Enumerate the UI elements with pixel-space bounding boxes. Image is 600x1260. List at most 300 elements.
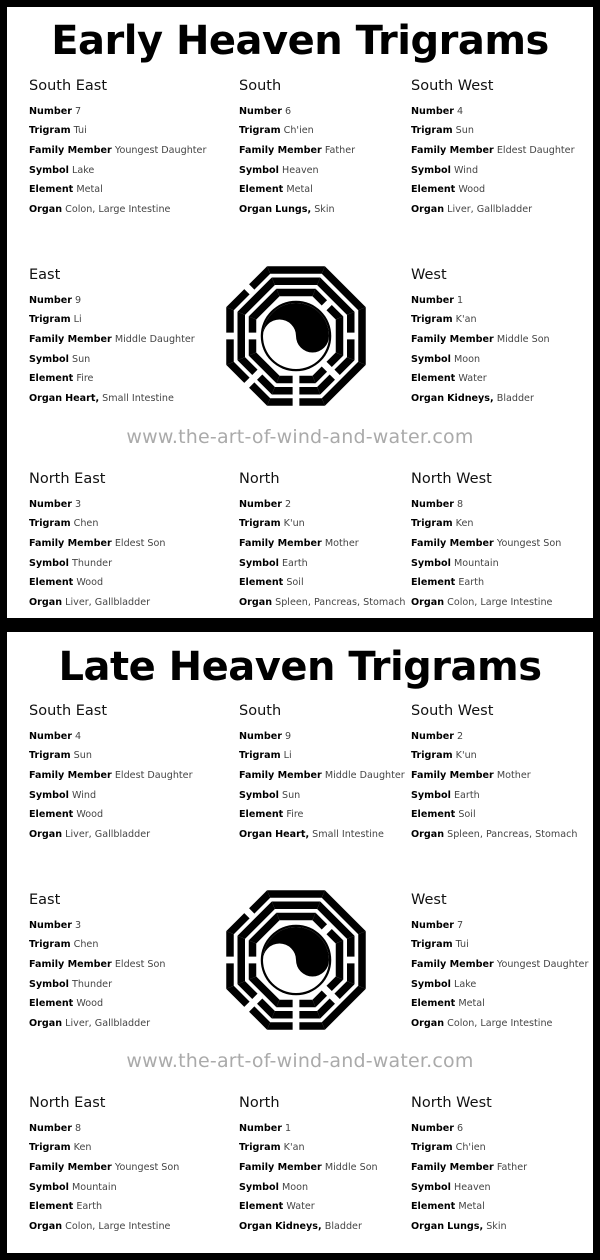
direction-heading: South West (411, 703, 494, 719)
field-value: Middle Daughter (114, 333, 195, 345)
field-label: Element (411, 577, 456, 589)
element-row (239, 1197, 439, 1217)
field-label: Trigram (411, 314, 453, 326)
family-member-row (29, 330, 229, 350)
field-label: Organ (239, 597, 273, 609)
family-member-row (411, 1158, 600, 1178)
trigram-row (29, 935, 229, 955)
field-value: Liver, Gallbladder (65, 1018, 151, 1030)
field-label: Number (239, 498, 282, 510)
field-value: Mother (496, 769, 531, 781)
number-row (411, 1119, 600, 1139)
direction-heading: North West (411, 1095, 492, 1111)
field-value: Middle Daughter (324, 769, 405, 781)
field-label: Number (29, 498, 72, 510)
organ-row (239, 1217, 439, 1237)
page-title: Early Heaven Trigrams (51, 18, 549, 64)
symbol-row (239, 1178, 439, 1198)
element-row (29, 573, 229, 593)
late-north-block (239, 1096, 439, 1237)
symbol-row (411, 554, 600, 574)
field-value: Small Intestine (312, 829, 384, 841)
symbol-row (411, 975, 600, 995)
organ-row (411, 593, 600, 613)
symbol-row (29, 786, 229, 806)
field-label: Element (29, 998, 74, 1010)
number-row (239, 495, 439, 515)
field-label: Number (411, 498, 454, 510)
field-label: Element (411, 373, 456, 385)
field-label: Symbol (29, 789, 69, 801)
field-label: Family Member (411, 144, 494, 156)
field-value: Father (496, 1161, 528, 1173)
number-row (29, 291, 229, 311)
field-label: Element (29, 1201, 74, 1213)
field-label: Family Member (411, 537, 494, 549)
symbol-row (29, 1178, 229, 1198)
family-member-row (411, 955, 600, 975)
field-value: Metal (458, 1201, 485, 1213)
field-value: Mountain (453, 557, 499, 569)
number-row (29, 916, 229, 936)
field-label: Number (411, 294, 454, 306)
field-value: 4 (457, 105, 464, 117)
field-value: 1 (457, 294, 464, 306)
field-label: Family Member (29, 333, 112, 345)
trigram-row (239, 746, 439, 766)
field-label: Family Member (239, 537, 322, 549)
field-label: Family Member (239, 769, 322, 781)
field-label: Number (239, 1122, 282, 1134)
direction-heading: South East (29, 78, 108, 94)
field-label: Trigram (29, 750, 71, 762)
family-member-row (411, 141, 600, 161)
field-label: Symbol (239, 164, 279, 176)
direction-heading: South West (411, 78, 494, 94)
element-row (411, 573, 600, 593)
field-value: Lake (71, 164, 95, 176)
field-value: Eldest Daughter (114, 769, 193, 781)
field-label: Number (411, 919, 454, 931)
trigram-row (29, 746, 229, 766)
field-value: 7 (457, 919, 464, 931)
trigram-row (239, 514, 439, 534)
field-value: Bladder (324, 1221, 362, 1233)
trigram-row (29, 514, 229, 534)
number-row (29, 102, 229, 122)
field-value: Soil (458, 809, 476, 821)
organ-row (239, 825, 439, 845)
direction-heading: West (411, 892, 447, 908)
field-label: Number (411, 105, 454, 117)
symbol-row (239, 161, 439, 181)
field-label: Symbol (239, 557, 279, 569)
field-label: Trigram (239, 750, 281, 762)
field-value: Metal (76, 184, 103, 196)
field-value: Earth (453, 789, 480, 801)
trigram-row (411, 935, 600, 955)
field-value: 3 (75, 498, 82, 510)
symbol-row (239, 786, 439, 806)
field-value: Skin (486, 1221, 507, 1233)
field-label: Trigram (29, 125, 71, 137)
field-value: Wood (76, 809, 104, 821)
field-value: Thunder (71, 557, 113, 569)
element-row (29, 994, 229, 1014)
number-row (239, 102, 439, 122)
field-value: Ken (73, 1142, 92, 1154)
organ-row (29, 593, 229, 613)
field-label: Family Member (29, 144, 112, 156)
trigram-row (411, 1138, 600, 1158)
family-member-row (29, 1158, 229, 1178)
field-value: Wood (458, 184, 486, 196)
field-value: 1 (285, 1122, 292, 1134)
family-member-row (29, 141, 229, 161)
field-value: Spleen, Pancreas, Stomach (275, 597, 406, 609)
field-label: Organ (29, 1018, 63, 1030)
number-row (239, 727, 439, 747)
field-value: 8 (75, 1122, 82, 1134)
field-value: Soil (286, 577, 304, 589)
field-value: Wood (76, 577, 104, 589)
field-label: Element (29, 809, 74, 821)
trigram-row (29, 310, 229, 330)
organ-primary: Lungs, (447, 1221, 484, 1233)
website-url: www.the-art-of-wind-and-water.com (126, 426, 474, 448)
symbol-row (411, 786, 600, 806)
direction-heading: East (29, 267, 61, 283)
field-value: 8 (457, 498, 464, 510)
element-row (411, 805, 600, 825)
organ-row (29, 1217, 229, 1237)
field-label: Organ (239, 1221, 273, 1233)
field-value: 6 (457, 1122, 464, 1134)
organ-row (411, 1217, 600, 1237)
field-label: Trigram (411, 518, 453, 530)
field-label: Element (239, 1201, 284, 1213)
late-west-block (411, 893, 600, 1034)
element-row (411, 180, 600, 200)
symbol-row (29, 554, 229, 574)
field-value: Liver, Gallbladder (447, 204, 533, 216)
field-label: Family Member (29, 537, 112, 549)
field-label: Trigram (29, 1142, 71, 1154)
website-url: www.the-art-of-wind-and-water.com (126, 1050, 474, 1072)
field-label: Trigram (411, 125, 453, 137)
field-value: Liver, Gallbladder (65, 829, 151, 841)
field-value: Moon (281, 1181, 309, 1193)
field-value: Tui (73, 125, 87, 137)
direction-heading: North (239, 471, 280, 487)
organ-primary: Kidneys, (275, 1221, 322, 1233)
field-label: Symbol (411, 978, 451, 990)
field-value: Ch'ien (455, 1142, 486, 1154)
number-row (411, 495, 600, 515)
field-label: Organ (239, 204, 273, 216)
early-north-west-block (411, 472, 600, 613)
number-row (29, 1119, 229, 1139)
field-label: Family Member (239, 144, 322, 156)
number-row (411, 727, 600, 747)
field-value: 2 (285, 498, 292, 510)
field-label: Family Member (411, 333, 494, 345)
field-value: Youngest Daughter (114, 144, 207, 156)
element-row (411, 369, 600, 389)
element-row (29, 180, 229, 200)
symbol-row (239, 554, 439, 574)
field-label: Family Member (29, 769, 112, 781)
field-value: Wood (76, 998, 104, 1010)
family-member-row (239, 1158, 439, 1178)
field-label: Trigram (239, 518, 281, 530)
field-label: Family Member (411, 769, 494, 781)
field-value: Youngest Son (114, 1161, 180, 1173)
late-south-west-block (411, 704, 600, 845)
field-value: Bladder (496, 393, 534, 405)
field-value: Wind (71, 789, 97, 801)
symbol-row (29, 161, 229, 181)
element-row (239, 573, 439, 593)
field-label: Organ (411, 597, 445, 609)
field-value: Mother (324, 537, 359, 549)
field-label: Number (29, 730, 72, 742)
field-label: Element (239, 809, 284, 821)
organ-row (29, 825, 229, 845)
element-row (29, 805, 229, 825)
element-row (29, 1197, 229, 1217)
field-label: Symbol (29, 978, 69, 990)
field-value: Metal (458, 998, 485, 1010)
field-value: 4 (75, 730, 82, 742)
direction-heading: North East (29, 1095, 106, 1111)
field-value: Eldest Son (114, 958, 166, 970)
trigram-row (239, 1138, 439, 1158)
field-value: Earth (76, 1201, 103, 1213)
family-member-row (239, 766, 439, 786)
element-row (411, 1197, 600, 1217)
field-label: Organ (29, 1221, 63, 1233)
field-label: Element (411, 998, 456, 1010)
symbol-row (29, 975, 229, 995)
early-north-block (239, 472, 439, 613)
field-label: Symbol (29, 164, 69, 176)
field-label: Family Member (411, 958, 494, 970)
family-member-row (29, 534, 229, 554)
direction-heading: South East (29, 703, 108, 719)
element-row (239, 805, 439, 825)
number-row (239, 1119, 439, 1139)
field-label: Organ (411, 393, 445, 405)
field-label: Element (239, 577, 284, 589)
symbol-row (411, 161, 600, 181)
field-label: Organ (411, 204, 445, 216)
field-value: Metal (286, 184, 313, 196)
field-label: Trigram (239, 125, 281, 137)
field-value: 9 (285, 730, 292, 742)
field-label: Family Member (29, 1161, 112, 1173)
direction-heading: South (239, 78, 282, 94)
field-value: Sun (455, 125, 474, 137)
organ-row (411, 1014, 600, 1034)
field-value: Small Intestine (102, 393, 174, 405)
organ-row (239, 200, 439, 220)
late-south-east-block (29, 704, 229, 845)
yin-yang-mark (261, 301, 332, 372)
field-label: Symbol (411, 789, 451, 801)
field-label: Trigram (411, 1142, 453, 1154)
field-label: Organ (411, 829, 445, 841)
field-value: Colon, Large Intestine (447, 1018, 553, 1030)
field-label: Trigram (411, 750, 453, 762)
field-label: Organ (29, 829, 63, 841)
field-value: Heaven (281, 164, 319, 176)
organ-primary: Heart, (275, 829, 310, 841)
field-value: Youngest Daughter (496, 958, 589, 970)
symbol-row (411, 1178, 600, 1198)
field-value: Water (286, 1201, 315, 1213)
field-label: Family Member (29, 958, 112, 970)
direction-heading: West (411, 267, 447, 283)
family-member-row (411, 766, 600, 786)
number-row (411, 291, 600, 311)
field-value: Youngest Son (496, 537, 562, 549)
symbol-row (411, 350, 600, 370)
organ-row (411, 200, 600, 220)
field-value: Wind (453, 164, 479, 176)
field-label: Symbol (239, 1181, 279, 1193)
early-south-block (239, 79, 439, 220)
late-north-west-block (411, 1096, 600, 1237)
field-label: Organ (29, 393, 63, 405)
field-value: 3 (75, 919, 82, 931)
organ-primary: Kidneys, (447, 393, 494, 405)
field-value: Earth (281, 557, 308, 569)
field-label: Organ (239, 829, 273, 841)
field-value: Middle Son (324, 1161, 378, 1173)
element-row (29, 369, 229, 389)
family-member-row (29, 766, 229, 786)
field-label: Element (29, 577, 74, 589)
early-heaven-panel (7, 7, 593, 618)
field-value: K'an (283, 1142, 305, 1154)
field-value: Spleen, Pancreas, Stomach (447, 829, 578, 841)
early-east-block (29, 268, 229, 409)
page-title: Late Heaven Trigrams (58, 644, 542, 690)
field-value: Liver, Gallbladder (65, 597, 151, 609)
direction-heading: North (239, 1095, 280, 1111)
field-label: Element (411, 809, 456, 821)
field-label: Symbol (29, 353, 69, 365)
field-value: Colon, Large Intestine (65, 1221, 171, 1233)
number-row (29, 727, 229, 747)
field-value: Father (324, 144, 356, 156)
field-label: Symbol (411, 353, 451, 365)
field-value: Water (458, 373, 487, 385)
element-row (411, 994, 600, 1014)
early-south-east-block (29, 79, 229, 220)
field-value: Ken (455, 518, 474, 530)
field-value: 6 (285, 105, 292, 117)
early-west-block (411, 268, 600, 409)
early-south-west-block (411, 79, 600, 220)
family-member-row (239, 534, 439, 554)
field-label: Trigram (239, 1142, 281, 1154)
field-value: Sun (71, 353, 91, 365)
number-row (411, 102, 600, 122)
field-value: Thunder (71, 978, 113, 990)
field-value: Fire (76, 373, 94, 385)
late-heaven-panel (7, 632, 593, 1253)
field-value: K'an (455, 314, 477, 326)
field-label: Trigram (29, 939, 71, 951)
field-value: K'un (283, 518, 305, 530)
trigram-row (411, 514, 600, 534)
field-label: Number (29, 1122, 72, 1134)
field-label: Number (29, 105, 72, 117)
trigram-row (239, 121, 439, 141)
field-value: 9 (75, 294, 82, 306)
field-label: Number (411, 730, 454, 742)
field-label: Family Member (239, 1161, 322, 1173)
field-label: Element (239, 184, 284, 196)
field-value: Mountain (71, 1181, 117, 1193)
field-value: Moon (453, 353, 481, 365)
organ-primary: Lungs, (275, 204, 312, 216)
field-label: Trigram (29, 314, 71, 326)
trigram-row (411, 310, 600, 330)
field-label: Trigram (29, 518, 71, 530)
direction-heading: South (239, 703, 282, 719)
field-value: Eldest Daughter (496, 144, 575, 156)
direction-heading: East (29, 892, 61, 908)
organ-row (29, 1014, 229, 1034)
organ-row (29, 200, 229, 220)
field-label: Number (29, 294, 72, 306)
field-value: Colon, Large Intestine (65, 204, 171, 216)
field-label: Number (239, 105, 282, 117)
field-label: Trigram (411, 939, 453, 951)
organ-primary: Heart, (65, 393, 100, 405)
field-value: 7 (75, 105, 82, 117)
field-value: Fire (286, 809, 304, 821)
field-value: Sun (281, 789, 301, 801)
field-label: Organ (29, 204, 63, 216)
field-label: Symbol (411, 1181, 451, 1193)
family-member-row (29, 955, 229, 975)
field-label: Organ (411, 1018, 445, 1030)
trigram-row (29, 121, 229, 141)
late-east-block (29, 893, 229, 1034)
trigram-row (411, 746, 600, 766)
trigram-row (29, 1138, 229, 1158)
field-value: 2 (457, 730, 464, 742)
field-label: Element (29, 373, 74, 385)
field-value: Li (73, 314, 82, 326)
field-label: Element (29, 184, 74, 196)
number-row (29, 495, 229, 515)
organ-row (239, 593, 439, 613)
trigram-row (411, 121, 600, 141)
field-label: Element (411, 184, 456, 196)
bagua-yin-yang-icon (221, 261, 371, 411)
field-value: Colon, Large Intestine (447, 597, 553, 609)
field-value: Tui (455, 939, 469, 951)
bagua-yin-yang-icon (221, 885, 371, 1035)
element-row (239, 180, 439, 200)
field-label: Number (239, 730, 282, 742)
field-value: Sun (73, 750, 92, 762)
